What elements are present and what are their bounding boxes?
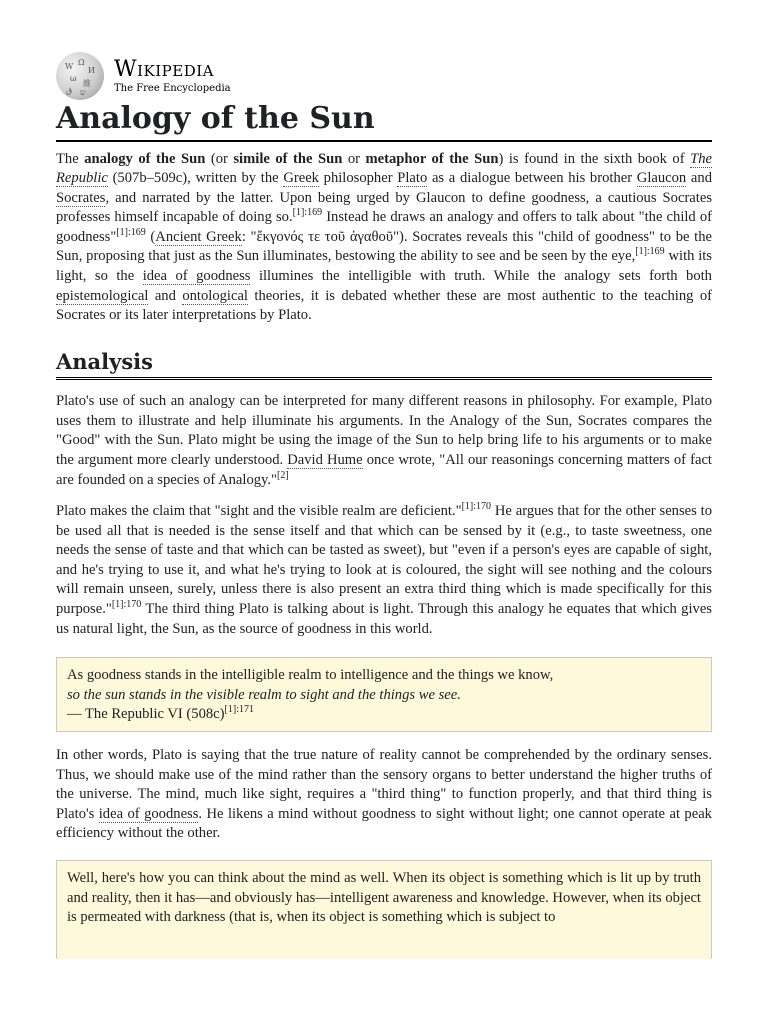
link-ontological[interactable]: ontological bbox=[182, 287, 248, 304]
link-greek[interactable]: Greek bbox=[283, 170, 319, 187]
text: (507b–509c), written by the bbox=[107, 170, 284, 187]
text: Plato makes the claim that "sight and the visible realm are deficient." bbox=[56, 503, 462, 520]
link-idea-of-goodness[interactable]: idea of goodness bbox=[142, 268, 251, 285]
text: ( bbox=[145, 228, 156, 245]
text: once wrote, "All our reasonings concerning matters of fact are founded on a species of Analogy." bbox=[56, 451, 712, 488]
text: illumines the intelligible with truth. While the analogy sets forth both bbox=[250, 268, 712, 285]
text: or bbox=[342, 150, 366, 167]
page-title: Analogy of the Sun bbox=[56, 100, 712, 142]
quote-line-1: As goodness stands in the intelligible realm to intelligence and the things we know, bbox=[67, 667, 554, 684]
text: theories, it is debated whether these are most authentic to the teaching of Socrates or its later interpretations by Plato. bbox=[56, 287, 712, 324]
wikipedia-globe-icon[interactable]: W Ω И ω 維 ق ש bbox=[56, 52, 104, 100]
link-david-hume[interactable]: David Hume bbox=[287, 451, 363, 468]
text: : "ἔκγονός τε τοῦ ἀγαθοῦ"). Socrates reveals this "child of goodness" to be the Sun, proposing that just as the Sun illuminates, bestowing the ability to see and be seen by the eye, bbox=[56, 228, 712, 265]
article bbox=[56, 52, 712, 959]
text: Instead he draws an analogy and offers to talk about "the child of goodness" bbox=[56, 209, 712, 245]
text: philosopher bbox=[318, 170, 398, 187]
analysis-paragraph-3 bbox=[56, 746, 712, 844]
text: and bbox=[686, 170, 712, 187]
bold-term: simile of the Sun bbox=[233, 150, 343, 167]
link-glaucon[interactable]: Glaucon bbox=[636, 170, 687, 187]
wordmark[interactable] bbox=[114, 56, 231, 94]
analysis-paragraph-1 bbox=[56, 392, 712, 490]
text: He argues that for the other senses to be used all that is needed is the sense itself and that which can be sensed by it (e.g., to taste sweetness, one needs the sense of taste and that which can be tasted as sweet), but "even if a person's eyes are capable of sight, and he's trying to use it, and what he's trying to look at is coloured, the sight will see nothing and the colours will remain unseen, surely, unless there is also present an extra third thing which is made specifically for this purpose." bbox=[56, 503, 713, 618]
link-epistemological[interactable]: epistemological bbox=[56, 287, 149, 304]
text: Plato's use of such an analogy can be interpreted for many different reasons in philosophy. For example, Plato uses them to illustrate and help illuminate his arguments. In the Analogy of the Sun, Socrates compares the "Good" with the Sun. Plato might be using the image of the Sun to help bring life to his arguments or to make the argument more clearly understood. bbox=[56, 393, 712, 468]
wordmark-title: Wikipedia bbox=[114, 56, 214, 82]
intro-paragraph bbox=[56, 150, 712, 326]
blockquote-republic bbox=[56, 657, 712, 732]
citation[interactable]: [1]:169 bbox=[292, 207, 323, 219]
link-idea-of-goodness[interactable]: idea of goodness bbox=[98, 805, 199, 822]
text: The bbox=[56, 150, 85, 167]
text: with its light, so the bbox=[56, 248, 712, 285]
text: ) is found in the sixth book of bbox=[498, 150, 691, 167]
quote-attribution bbox=[67, 705, 701, 725]
text: and bbox=[148, 287, 183, 304]
bold-term: metaphor of the Sun bbox=[365, 150, 499, 167]
site-header bbox=[56, 52, 712, 100]
text: , and narrated by the latter. Upon being urged by Glaucon to define goodness, a cautious Socrates professes himself incapable of doing so. bbox=[56, 189, 712, 226]
blockquote-mind: Well, here's how you can think about the mind as well. When its object is something which is lit up by truth and reality, then it has—and obviously has—intelligent awareness and knowledge. However, when its object is permeated with darkness (that is, when its object is something which is subject to bbox=[56, 860, 712, 959]
wordmark-subtitle: The Free Encyclopedia bbox=[114, 82, 231, 94]
text: (or bbox=[205, 150, 234, 167]
text: The third thing Plato is talking about is light. Through this analogy he equates that which gives us natural light, the Sun, as the source of goodness in this world. bbox=[56, 601, 712, 637]
text: as a dialogue between his brother bbox=[427, 170, 637, 187]
text: — The Republic VI (508c) bbox=[67, 706, 225, 723]
link-ancient-greek[interactable]: Ancient Greek bbox=[155, 228, 242, 245]
citation[interactable]: [2] bbox=[277, 469, 289, 481]
link-plato[interactable]: Plato bbox=[397, 170, 428, 187]
link-socrates[interactable]: Socrates bbox=[56, 189, 106, 206]
text: . He likens a mind without goodness to sight without light; one cannot operate at peak efficiency without the other. bbox=[56, 805, 712, 842]
bold-term: analogy of the Sun bbox=[84, 150, 206, 167]
citation[interactable]: [1]:170 bbox=[111, 599, 142, 611]
section-heading-analysis: Analysis bbox=[56, 348, 712, 380]
citation[interactable]: [1]:170 bbox=[461, 501, 492, 513]
quote-line-2: so the sun stands in the visible realm to sight and the things we see. bbox=[67, 686, 461, 703]
analysis-paragraph-2 bbox=[56, 502, 712, 639]
link-the-republic[interactable]: The Republic bbox=[56, 150, 712, 187]
text: In other words, Plato is saying that the true nature of reality cannot be comprehended by the ordinary senses. Thus, we should make use of the mind rather than the sensory organs to better understand the higher truths of the universe. The mind, much like sight, requires a "third thing" to function properly, and that third thing is Plato's bbox=[56, 747, 712, 822]
citation[interactable]: [1]:169 bbox=[116, 227, 146, 239]
citation[interactable]: [1]:169 bbox=[635, 246, 665, 258]
citation[interactable]: [1]:171 bbox=[224, 704, 254, 716]
